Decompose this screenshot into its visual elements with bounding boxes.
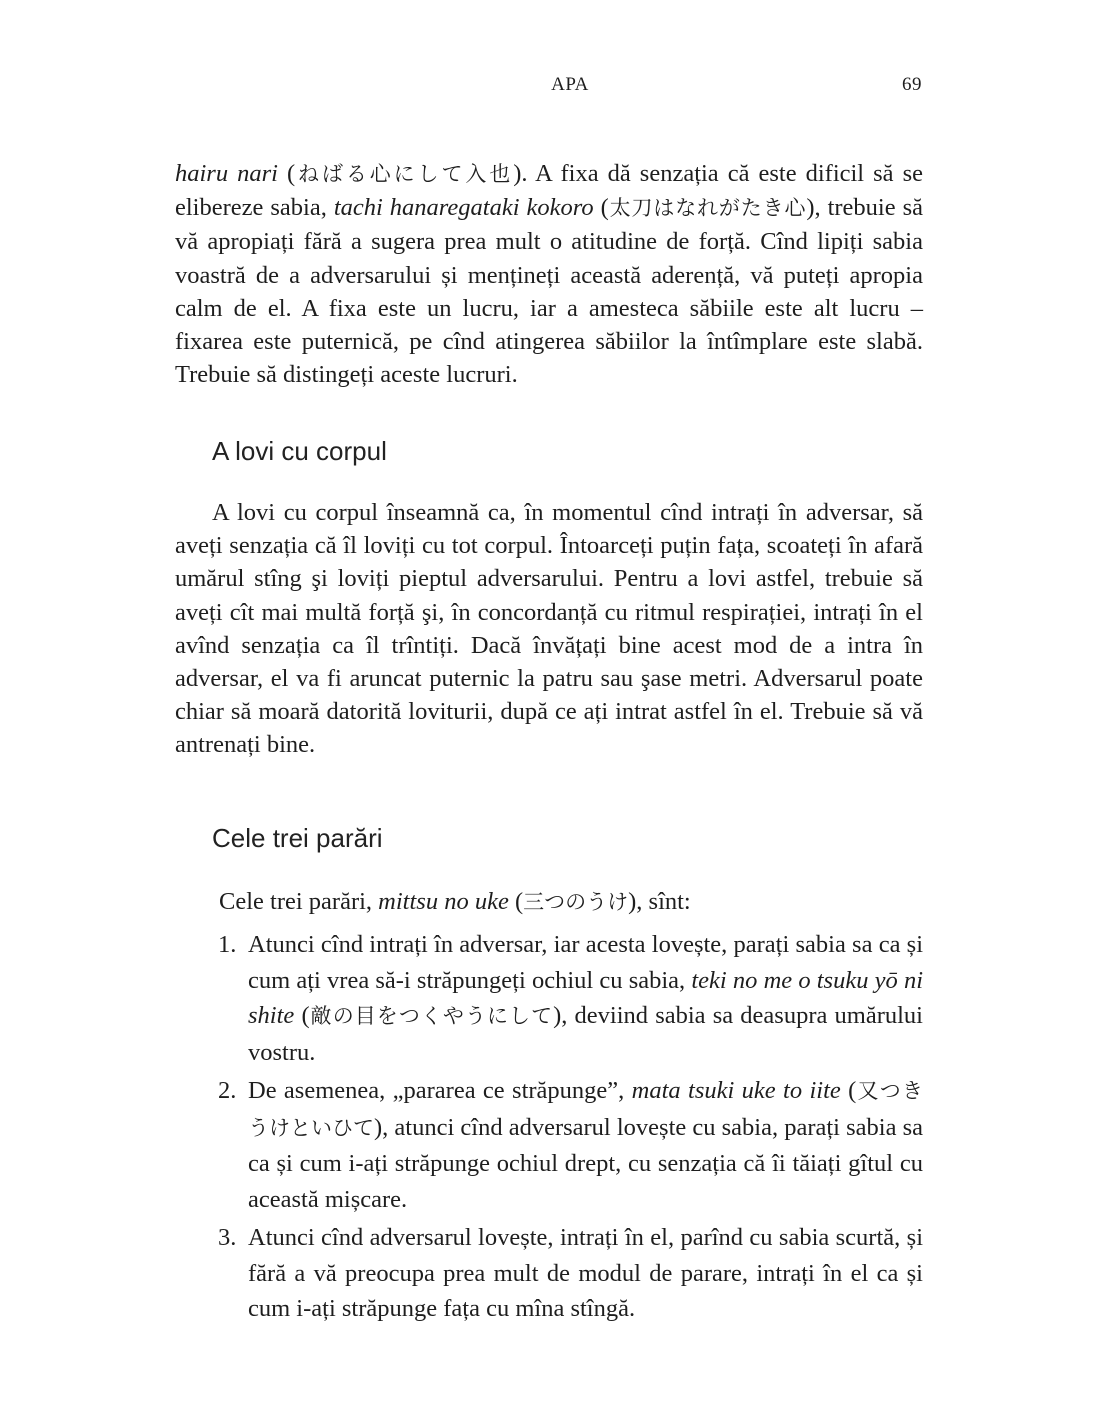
running-title: APA xyxy=(551,74,589,95)
text-run: ). A fixa dă senzația că este dificil să se elibereze sabia, xyxy=(175,160,923,222)
running-header xyxy=(0,74,1100,104)
text-run: ), deviind sabia sa deasupra umărului vostru. xyxy=(248,1002,923,1066)
romaji-term: teki no me o tsuku yō ni shite xyxy=(248,966,924,1029)
list-item-number: 1. xyxy=(218,931,237,958)
list-item-number: 3. xyxy=(218,1224,237,1251)
text-run: ( xyxy=(294,1002,310,1029)
list-item xyxy=(218,1073,923,1217)
text-run: ( xyxy=(593,194,609,222)
text-run: ( xyxy=(277,160,296,187)
text-run: ), atunci cînd adversarul lovește cu sabia, parați sabia sa ca și cum i-ați străpunge ochiul drept, cu senzația că îi tăiați gîtul cu această mișcare. xyxy=(248,1113,923,1213)
section-heading-body-strike: A lovi cu corpul xyxy=(212,436,387,466)
text-run: De asemenea, „pararea ce străpunge”, xyxy=(248,1077,632,1104)
romaji-term: mittsu no uke xyxy=(378,888,509,915)
parry-list xyxy=(218,927,923,1330)
list-intro xyxy=(219,885,691,919)
japanese-term: ねばる心にして入也 xyxy=(295,162,514,186)
paragraph-body-strike: A lovi cu corpul înseamnă ca, în momentul cînd intrați în adversar, să aveți senzația că îl loviți cu tot corpul. Întoarceți puțin fața, scoateți în afară umărul stîng şi loviți pieptul adversarului. Pentru a lovi astfel, trebuie să aveți cît mai multă forță şi, în concordanță cu ritmul respirației, intrați în el avînd senzația ca îl trîntiți. Dacă învățați bine acest mod de a intra în adversar, el va fi aruncat puternic la patru sau şase metri. Adversarul poate chiar să moară datorită loviturii, după ce ați intrat astfel în el. Trebuie să vă antrenați bine. xyxy=(175,499,923,759)
text-run: ), trebuie să vă apropiați fără a sugera prea mult o atitudine de forță. Cînd lipiți sabia voastră de a adversarului și mențineți această aderență, vă puteți apropia calm de el. A fixa este un lucru, iar a amesteca săbiile este alt lucru – fixarea este puternică, pe cînd atingerea săbiilor la întîmplare este slabă. Trebuie să distingeți aceste lucruri. xyxy=(175,194,923,389)
romaji-term: mata tsuki uke to iite xyxy=(631,1077,841,1104)
text-run: ( xyxy=(840,1077,857,1104)
text-run: ( xyxy=(508,888,524,915)
japanese-term: 又つきうけといひて xyxy=(248,1079,924,1140)
japanese-term: 太刀はなれがたき心 xyxy=(608,196,807,221)
romaji-term: tachi hanaregataki kokoro xyxy=(333,194,594,222)
paragraph-fixing xyxy=(175,157,923,391)
section-heading-three-parries: Cele trei parări xyxy=(212,823,383,853)
romaji-term: hairu nari xyxy=(175,160,278,187)
list-item xyxy=(218,927,923,1070)
text-run: Atunci cînd adversarul lovește, intrați în el, parînd cu sabia scurtă, și fără a vă preocupa prea mult de modul de parare, intrați în el ca și cum i-ați străpunge fața cu mîna stîngă. xyxy=(248,1224,923,1322)
japanese-term: 三つのうけ xyxy=(523,890,629,914)
text-run: Atunci cînd intrați în adversar, iar acesta lovește, parați sabia sa ca și cum ați vrea să-i străpungeți ochiul cu sabia, xyxy=(248,931,923,994)
list-item-number: 2. xyxy=(218,1077,237,1104)
text-run: Cele trei parări, xyxy=(219,888,379,915)
list-item xyxy=(218,1220,923,1327)
japanese-term: 敵の目をつくやうにして xyxy=(309,1004,554,1028)
text-run: ), sînt: xyxy=(628,888,691,915)
page-number: 69 xyxy=(902,74,922,95)
